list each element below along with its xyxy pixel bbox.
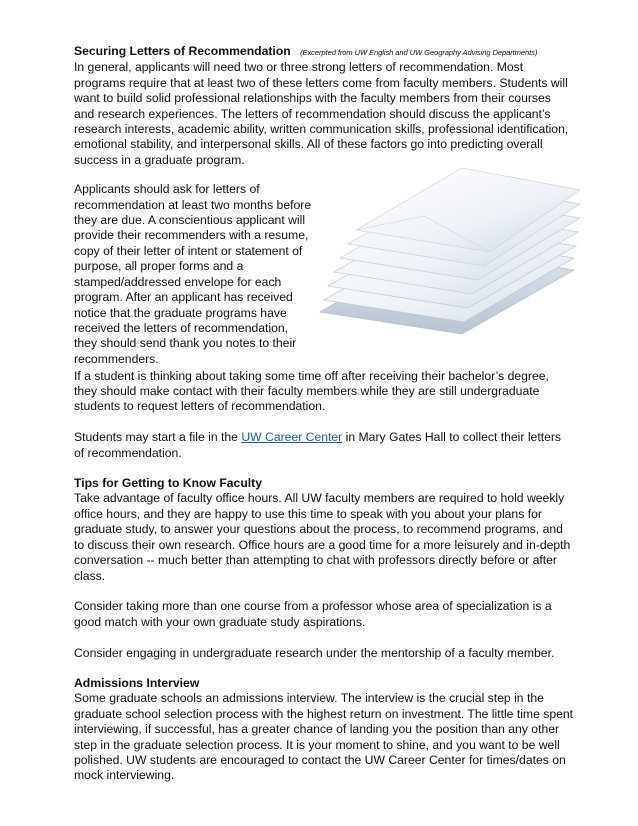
envelope-sheets [320, 168, 580, 334]
admissions-paragraph: Some graduate schools an admissions interview. The interview is the crucial step in the graduate school selection process with the highest return on investment. The little time spent interviewing, if successful, has a greater chance of landing you the position than any other step in the graduate selection process. It is your moment to shine, and you want to be well polished. UW students are encouraged to contact the UW Career Center for times/dates on mock interviewing. [74, 691, 574, 783]
tips-paragraph-courses: Consider taking more than one course from a professor whose area of specialization is a good match with your own graduate study aspirations. [74, 599, 552, 629]
tips-paragraph-office-hours: Take advantage of faculty office hours. All UW faculty members are required to hold weekly office hours, and they are happy to use this time to speak with you about your plans for graduate study, to answer your questions about the process, to recommend programs, and to discuss their own research. Office hours are a good time for a more leisurely and in-depth conversation -- much better than attempting to chat with professors directly before or after class. [74, 491, 571, 583]
uw-career-center-link[interactable]: UW Career Center [241, 430, 343, 445]
timing-block [74, 182, 574, 366]
title-line [74, 44, 574, 60]
tips-heading: Tips for Getting to Know Faculty [74, 476, 263, 491]
tips-paragraph-research: Consider engaging in undergraduate research under the mentorship of a faculty member. [74, 645, 555, 660]
file-paragraph-end: in Mary Gates Hall to collect their letters of recommendation. [74, 430, 562, 460]
timing-paragraph: Applicants should ask for letters of recommendation at least two months before they are due. A conscientious applicant will provide their recommenders with a resume, copy of their letter of intent or statement of purpose, all proper forms and a stamped/addressed envelope for each program. After an applicant has received notice that the graduate programs have received the letters of recommendation, they should send thank you notes to their recommenders. [74, 182, 312, 366]
admissions-heading: Admissions Interview [74, 675, 200, 690]
file-paragraph-start: Students may start a file in the [74, 430, 242, 445]
envelope-stack-image [312, 162, 582, 342]
excerpt-note: (Excerpted from UW English and UW Geography Advising Departments) [300, 48, 538, 57]
time-off-paragraph: If a student is thinking about taking some time off after receiving their bachelor’s degree, they should make contact with their faculty members while they are still undergraduate students to request letters of recommendation. [74, 368, 549, 414]
intro-paragraph: In general, applicants will need two or three strong letters of recommendation. Most programs require that at least two of these letters come from faculty members. Students will want to build solid professional relationships with the faculty members from their courses and research experiences. The letters of recommendation should discuss the applicant’s research interests, academic ability, written communication skills, professional identification, emotional stability, and interpersonal skills. All of these factors go into predicting overall success in a graduate program. [74, 60, 569, 167]
file-paragraph [74, 430, 574, 461]
document-page [74, 44, 574, 784]
document-title: Securing Letters of Recommendation [74, 44, 291, 58]
